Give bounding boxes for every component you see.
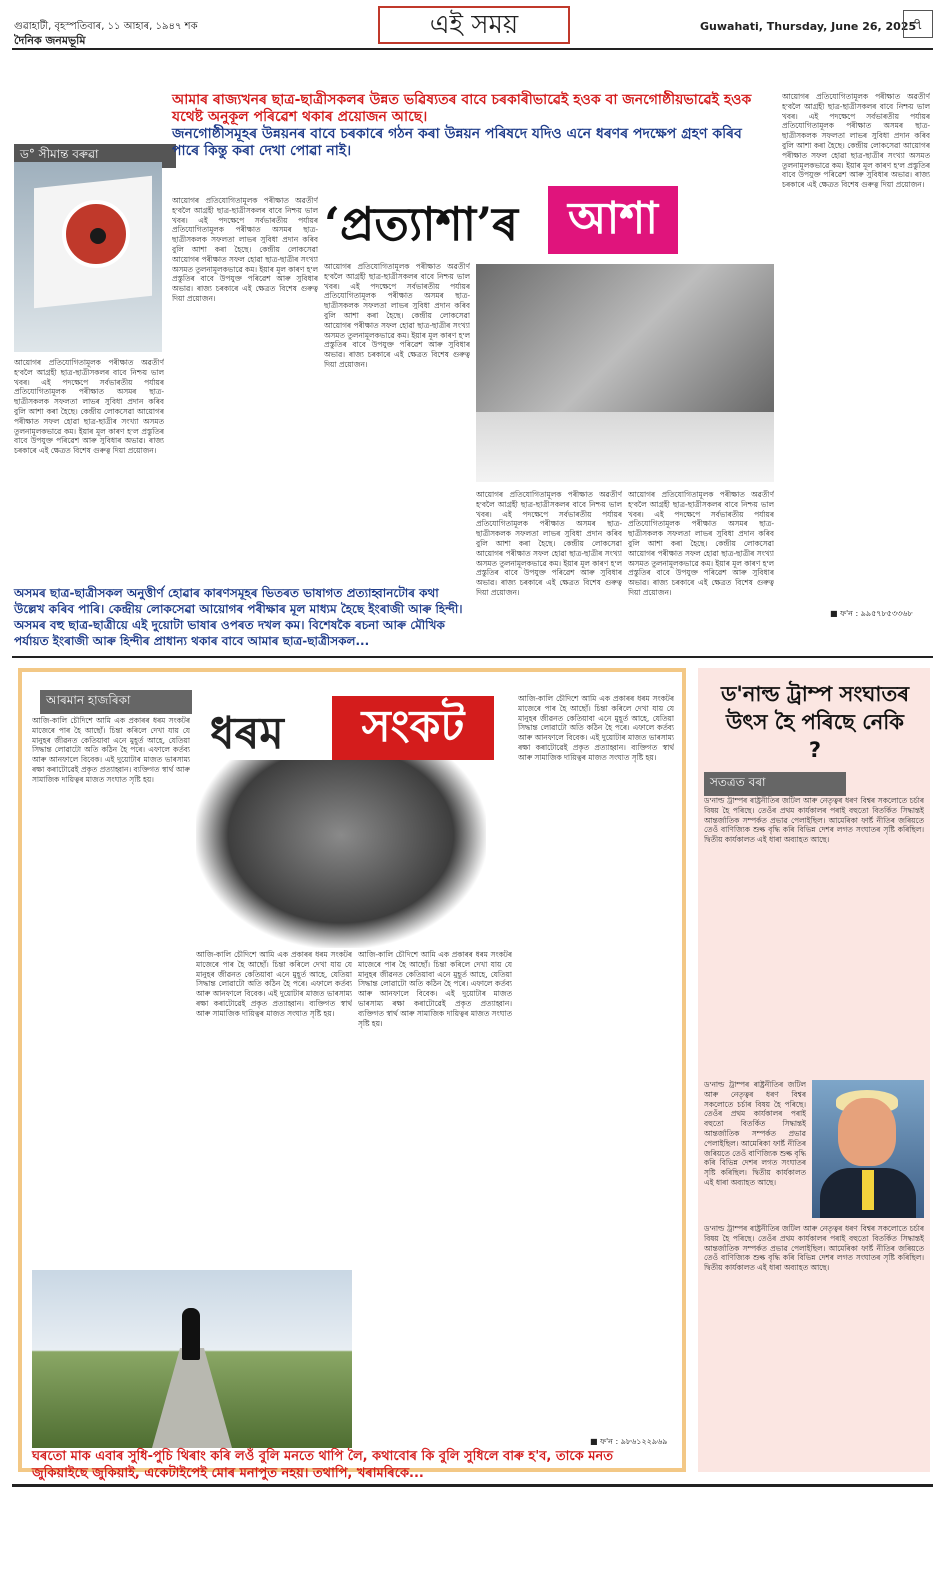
bottom-rule	[12, 1484, 933, 1487]
article2-pullquote	[32, 1448, 672, 1482]
article2-author: আৰমান হাজৰিকা	[40, 690, 192, 714]
article3-col2: ড'নাল্ড ট্ৰাম্পৰ ৰাষ্ট্ৰনীতিৰ জটিল আৰু নেতৃত্বৰ ধৰণ বিশ্বৰ সকলোতে চৰ্চাৰ বিষয় হৈ পৰিছে। তেওঁৰ প্ৰথম কাৰ্যকালৰ পৰাই বহুতো বিতৰ্কিত সিদ্ধান্তই আন্তৰ্জাতিক সম্পৰ্কত প্ৰভাৱ পেলাইছিল। আমেৰিকা ফাৰ্ষ্ট নীতিৰ জৰিয়তে তেওঁ বাণিজ্যিক শুল্ক বৃদ্ধি কৰি বিভিন্ন দেশৰ লগত সংঘাতৰ সৃষ্টি কৰিছিল। দ্বিতীয় কাৰ্যকালত এই ধাৰা অব্যাহত আছে।	[704, 1080, 806, 1187]
article3-col1: ড'নাল্ড ট্ৰাম্পৰ ৰাষ্ট্ৰনীতিৰ জটিল আৰু নেতৃত্বৰ ধৰণ বিশ্বৰ সকলোতে চৰ্চাৰ বিষয় হৈ পৰিছে। তেওঁৰ প্ৰথম কাৰ্যকালৰ পৰাই বহুতো বিতৰ্কিত সিদ্ধান্তই আন্তৰ্জাতিক সম্পৰ্কত প্ৰভাৱ পেলাইছিল। আমেৰিকা ফাৰ্ষ্ট নীতিৰ জৰিয়তে তেওঁ বাণিজ্যিক শুল্ক বৃদ্ধি কৰি বিভিন্ন দেশৰ লগত সংঘাতৰ সৃষ্টি কৰিছিল। দ্বিতীয় কাৰ্যকালত এই ধাৰা অব্যাহত আছে।	[704, 796, 924, 845]
crossroads-photo	[32, 1270, 352, 1448]
article2-col3: আজি-কালি চৌদিশে আমি এক প্ৰকাৰৰ ধৰম সংকটৰ মাজেৰে পাৰ হৈ আছোঁ। চিন্তা কৰিলে দেখা যায় যে মানুহৰ জীৱনত কেতিয়াবা এনে মুহূৰ্ত আহে, যেতিয়া সিদ্ধান্ত লোৱাটো অতি কঠিন হৈ পৰে। এফালে কৰ্তব্য আৰু আনফালে বিবেক। এই দুয়োটাৰ মাজত ভাৰসাম্য ৰক্ষা কৰাটোৱেই প্ৰকৃত প্ৰত্যাহ্বান। ব্যক্তিগত স্বাৰ্থ আৰু সামাজিক দায়িত্বৰ মাজত সংঘাত সৃষ্টি হয়।	[358, 950, 512, 1028]
header-left	[14, 20, 198, 48]
article2-col1: আজি-কালি চৌদিশে আমি এক প্ৰকাৰৰ ধৰম সংকটৰ মাজেৰে পাৰ হৈ আছোঁ। চিন্তা কৰিলে দেখা যায় যে মানুহৰ জীৱনত কেতিয়াবা এনে মুহূৰ্ত আহে, যেতিয়া সিদ্ধান্ত লোৱাটো অতি কঠিন হৈ পৰে। এফালে কৰ্তব্য আৰু আনফালে বিবেক। এই দুয়োটাৰ মাজত ভাৰসাম্য ৰক্ষা কৰাটোৱেই প্ৰকৃত প্ৰত্যাহ্বান। ব্যক্তিগত স্বাৰ্থ আৰু সামাজিক দায়িত্বৰ মাজত সংঘাত সৃষ্টি হয়।	[32, 716, 190, 784]
article1-col4: আয়োগৰ প্ৰতিযোগিতামূলক পৰীক্ষাত অৱতীৰ্ণ হ'বলৈ আগ্ৰহী ছাত্ৰ-ছাত্ৰীসকলৰ বাবে নিশ্চয় ভাল খবৰ। এই পদক্ষেপে সৰ্বভাৰতীয় পৰ্যায়ৰ প্ৰতিযোগিতামূলক পৰীক্ষাত অসমৰ ছাত্ৰ-ছাত্ৰীসকলক সফলতা লাভৰ সুবিধা প্ৰদান কৰিব বুলি আশা কৰা হৈছে। কেন্দ্ৰীয় লোকসেৱা আয়োগৰ পৰীক্ষাত সফল হোৱা ছাত্ৰ-ছাত্ৰীৰ সংখ্যা অসমত তুলনামূলকভাৱে কম। ইয়াৰ মূল কাৰণ হ'ল প্ৰস্তুতিৰ বাবে উপযুক্ত পৰিৱেশ আৰু সুবিধাৰ অভাৱ। ৰাজ্য চৰকাৰে এই ক্ষেত্ৰত বিশেষ গুৰুত্ব দিয়া প্ৰয়োজন।	[476, 490, 622, 597]
mid-rule	[12, 656, 933, 658]
article1-headline-part1: ‘প্ৰত্যাশা’ৰ	[324, 197, 519, 251]
article1-col5: আয়োগৰ প্ৰতিযোগিতামূলক পৰীক্ষাত অৱতীৰ্ণ হ'বলৈ আগ্ৰহী ছাত্ৰ-ছাত্ৰীসকলৰ বাবে নিশ্চয় ভাল খবৰ। এই পদক্ষেপে সৰ্বভাৰতীয় পৰ্যায়ৰ প্ৰতিযোগিতামূলক পৰীক্ষাত অসমৰ ছাত্ৰ-ছাত্ৰীসকলক সফলতা লাভৰ সুবিধা প্ৰদান কৰিব বুলি আশা কৰা হৈছে। কেন্দ্ৰীয় লোকসেৱা আয়োগৰ পৰীক্ষাত সফল হোৱা ছাত্ৰ-ছাত্ৰীৰ সংখ্যা অসমত তুলনামূলকভাৱে কম। ইয়াৰ মূল কাৰণ হ'ল প্ৰস্তুতিৰ বাবে উপযুক্ত পৰিৱেশ আৰু সুবিধাৰ অভাৱ। ৰাজ্য চৰকাৰে এই ক্ষেত্ৰত বিশেষ গুৰুত্ব দিয়া প্ৰয়োজন।	[628, 490, 774, 597]
article1-lead-blue: জনগোষ্ঠীসমূহৰ উন্নয়নৰ বাবে চৰকাৰে গঠন কৰা উন্নয়ন পৰিষদে যদিও এনে ধৰণৰ পদক্ষেপ গ্ৰহণ কৰিব পাৰে কিন্তু কৰা দেখা পোৱা নাই।	[172, 126, 742, 159]
article2-col2: আজি-কালি চৌদিশে আমি এক প্ৰকাৰৰ ধৰম সংকটৰ মাজেৰে পাৰ হৈ আছোঁ। চিন্তা কৰিলে দেখা যায় যে মানুহৰ জীৱনত কেতিয়াবা এনে মুহূৰ্ত আহে, যেতিয়া সিদ্ধান্ত লোৱাটো অতি কঠিন হৈ পৰে। এফালে কৰ্তব্য আৰু আনফালে বিবেক। এই দুয়োটাৰ মাজত ভাৰসাম্য ৰক্ষা কৰাটোৱেই প্ৰকৃত প্ৰত্যাহ্বান। ব্যক্তিগত স্বাৰ্থ আৰু সামাজিক দায়িত্বৰ মাজত সংঘাত সৃষ্টি হয়।	[196, 950, 352, 1018]
date-right: Guwahati, Thursday, June 26, 2025	[700, 20, 917, 33]
article1-author: ড° সীমান্ত বৰুৱা	[14, 144, 176, 168]
article1-byline: ■ ফ'ন : ৯৯৫৭৮৫৩৩৬৮	[830, 609, 913, 618]
article3-author: সতত্ৰত বৰা	[704, 772, 846, 796]
paper-name: দৈনিক জনমভূমি	[14, 34, 86, 47]
article2-pullquote-text: ঘৰতো মাক এবাৰ সুধি-পুচি থিৰাং কৰি লওঁ বুলি মনতে থাপি লৈ, কথাবোৰ কি বুলি সুধিলে বাৰু হ'ব, তাকে মনত জুকিয়াইছে জুকিয়াই, একেটাইপেই মোৰ মনাপুত নহয়। তথাপি, খৰামৰিকে...	[32, 1449, 613, 1481]
article1-pullquote-text: অসমৰ ছাত্ৰ-ছাত্ৰীসকল অনুত্তীৰ্ণ হোৱাৰ কাৰণসমূহৰ ভিতৰত ভাষাগত প্ৰত্যাহ্বানটোৰ কথা উল্লেখ কৰিব পাৰি। কেন্দ্ৰীয় লোকসেৱা আয়োগৰ পৰীক্ষাৰ মূল মাধ্যম হৈছে ইংৰাজী আৰু হিন্দী। অসমৰ বহু ছাত্ৰ-ছাত্ৰীয়ে এই দুয়োটা ভাষাৰ ওপৰত দখল কম। বিশেষকৈ ৰচনা আৰু মৌখিক পৰ্যায়ত ইংৰাজী আৰু হিন্দীৰ প্ৰাধান্য থকাৰ বাবে আমাৰ ছাত্ৰ-ছাত্ৰীসকল...	[14, 586, 463, 648]
article1-col3: আয়োগৰ প্ৰতিযোগিতামূলক পৰীক্ষাত অৱতীৰ্ণ হ'বলৈ আগ্ৰহী ছাত্ৰ-ছাত্ৰীসকলৰ বাবে নিশ্চয় ভাল খবৰ। এই পদক্ষেপে সৰ্বভাৰতীয় পৰ্যায়ৰ প্ৰতিযোগিতামূলক পৰীক্ষাত অসমৰ ছাত্ৰ-ছাত্ৰীসকলক সফলতা লাভৰ সুবিধা প্ৰদান কৰিব বুলি আশা কৰা হৈছে। কেন্দ্ৰীয় লোকসেৱা আয়োগৰ পৰীক্ষাত সফল হোৱা ছাত্ৰ-ছাত্ৰীৰ সংখ্যা অসমত তুলনামূলকভাৱে কম। ইয়াৰ মূল কাৰণ হ'ল প্ৰস্তুতিৰ বাবে উপযুক্ত পৰিৱেশ আৰু সুবিধাৰ অভাৱ। ৰাজ্য চৰকাৰে এই ক্ষেত্ৰত বিশেষ গুৰুত্ব দিয়া প্ৰয়োজন।	[324, 262, 470, 369]
thinker-statue-photo	[196, 760, 486, 948]
article3-col3: ড'নাল্ড ট্ৰাম্পৰ ৰাষ্ট্ৰনীতিৰ জটিল আৰু নেতৃত্বৰ ধৰণ বিশ্বৰ সকলোতে চৰ্চাৰ বিষয় হৈ পৰিছে। তেওঁৰ প্ৰথম কাৰ্যকালৰ পৰাই বহুতো বিতৰ্কিত সিদ্ধান্তই আন্তৰ্জাতিক সম্পৰ্কত প্ৰভাৱ পেলাইছিল। আমেৰিকা ফাৰ্ষ্ট নীতিৰ জৰিয়তে তেওঁ বাণিজ্যিক শুল্ক বৃদ্ধি কৰি বিভিন্ন দেশৰ লগত সংঘাতৰ সৃষ্টি কৰিছিল। দ্বিতীয় কাৰ্যকালত এই ধাৰা অব্যাহত আছে।	[704, 1224, 924, 1273]
flag-photo	[14, 162, 162, 352]
article1-col1: আয়োগৰ প্ৰতিযোগিতামূলক পৰীক্ষাত অৱতীৰ্ণ হ'বলৈ আগ্ৰহী ছাত্ৰ-ছাত্ৰীসকলৰ বাবে নিশ্চয় ভাল খবৰ। এই পদক্ষেপে সৰ্বভাৰতীয় পৰ্যায়ৰ প্ৰতিযোগিতামূলক পৰীক্ষাত অসমৰ ছাত্ৰ-ছাত্ৰীসকলক সফলতা লাভৰ সুবিধা প্ৰদান কৰিব বুলি আশা কৰা হৈছে। কেন্দ্ৰীয় লোকসেৱা আয়োগৰ পৰীক্ষাত সফল হোৱা ছাত্ৰ-ছাত্ৰীৰ সংখ্যা অসমত তুলনামূলকভাৱে কম। ইয়াৰ মূল কাৰণ হ'ল প্ৰস্তুতিৰ বাবে উপযুক্ত পৰিৱেশ আৰু সুবিধাৰ অভাৱ। ৰাজ্য চৰকাৰে এই ক্ষেত্ৰত বিশেষ গুৰুত্ব দিয়া প্ৰয়োজন।	[14, 358, 164, 456]
article1-col2: আয়োগৰ প্ৰতিযোগিতামূলক পৰীক্ষাত অৱতীৰ্ণ হ'বলৈ আগ্ৰহী ছাত্ৰ-ছাত্ৰীসকলৰ বাবে নিশ্চয় ভাল খবৰ। এই পদক্ষেপে সৰ্বভাৰতীয় পৰ্যায়ৰ প্ৰতিযোগিতামূলক পৰীক্ষাত অসমৰ ছাত্ৰ-ছাত্ৰীসকলক সফলতা লাভৰ সুবিধা প্ৰদান কৰিব বুলি আশা কৰা হৈছে। কেন্দ্ৰীয় লোকসেৱা আয়োগৰ পৰীক্ষাত সফল হোৱা ছাত্ৰ-ছাত্ৰীৰ সংখ্যা অসমত তুলনামূলকভাৱে কম। ইয়াৰ মূল কাৰণ হ'ল প্ৰস্তুতিৰ বাবে উপযুক্ত পৰিৱেশ আৰু সুবিধাৰ অভাৱ। ৰাজ্য চৰকাৰে এই ক্ষেত্ৰত বিশেষ গুৰুত্ব দিয়া প্ৰয়োজন।	[172, 196, 318, 303]
header-rule	[12, 48, 933, 50]
article1-col6: আয়োগৰ প্ৰতিযোগিতামূলক পৰীক্ষাত অৱতীৰ্ণ হ'বলৈ আগ্ৰহী ছাত্ৰ-ছাত্ৰীসকলৰ বাবে নিশ্চয় ভাল খবৰ। এই পদক্ষেপে সৰ্বভাৰতীয় পৰ্যায়ৰ প্ৰতিযোগিতামূলক পৰীক্ষাত অসমৰ ছাত্ৰ-ছাত্ৰীসকলক সফলতা লাভৰ সুবিধা প্ৰদান কৰিব বুলি আশা কৰা হৈছে। কেন্দ্ৰীয় লোকসেৱা আয়োগৰ পৰীক্ষাত সফল হোৱা ছাত্ৰ-ছাত্ৰীৰ সংখ্যা অসমত তুলনামূলকভাৱে কম। ইয়াৰ মূল কাৰণ হ'ল প্ৰস্তুতিৰ বাবে উপযুক্ত পৰিৱেশ আৰু সুবিধাৰ অভাৱ। ৰাজ্য চৰকাৰে এই ক্ষেত্ৰত বিশেষ গুৰুত্ব দিয়া প্ৰয়োজন।	[782, 92, 930, 190]
article3-headline: ড'নাল্ড ট্ৰাম্প সংঘাতৰ উৎস হৈ পৰিছে নেকি ?	[720, 682, 910, 762]
article2-headline-part1: ধৰম	[210, 708, 284, 759]
article1-headline-part2: আশা	[548, 186, 678, 254]
article2-headline-part2: সংকট	[332, 696, 494, 760]
article2-col4: আজি-কালি চৌদিশে আমি এক প্ৰকাৰৰ ধৰম সংকটৰ মাজেৰে পাৰ হৈ আছোঁ। চিন্তা কৰিলে দেখা যায় যে মানুহৰ জীৱনত কেতিয়াবা এনে মুহূৰ্ত আহে, যেতিয়া সিদ্ধান্ত লোৱাটো অতি কঠিন হৈ পৰে। এফালে কৰ্তব্য আৰু আনফালে বিবেক। এই দুয়োটাৰ মাজত ভাৰসাম্য ৰক্ষা কৰাটোৱেই প্ৰকৃত প্ৰত্যাহ্বান। ব্যক্তিগত স্বাৰ্থ আৰু সামাজিক দায়িত্বৰ মাজত সংঘাত সৃষ্টি হয়।	[518, 694, 674, 762]
page-number: ৭	[903, 10, 933, 38]
trump-photo	[812, 1080, 924, 1218]
article2-byline: ■ ফ'ন : ৯৮৬১২২৯৬৯	[590, 1437, 668, 1446]
students-photo	[476, 264, 774, 482]
article1-lead	[172, 92, 760, 160]
date-left: গুৱাহাটী, বৃহস্পতিবাৰ, ১১ আহাৰ, ১৯৪৭ শক	[14, 21, 198, 32]
article1-pullquote	[14, 585, 464, 649]
article1-lead-red: আমাৰ ৰাজ্যখনৰ ছাত্ৰ-ছাত্ৰীসকলৰ উন্নত ভৱিষ্যতৰ বাবে চৰকাৰীভাৱেই হওক বা জনগোষ্ঠীয়ভাৱেই হওক যথেষ্ট অনুকূল পৰিৱেশ থকাৰ প্ৰয়োজন আছে।	[172, 92, 752, 125]
section-title: এই সময়	[378, 6, 570, 44]
